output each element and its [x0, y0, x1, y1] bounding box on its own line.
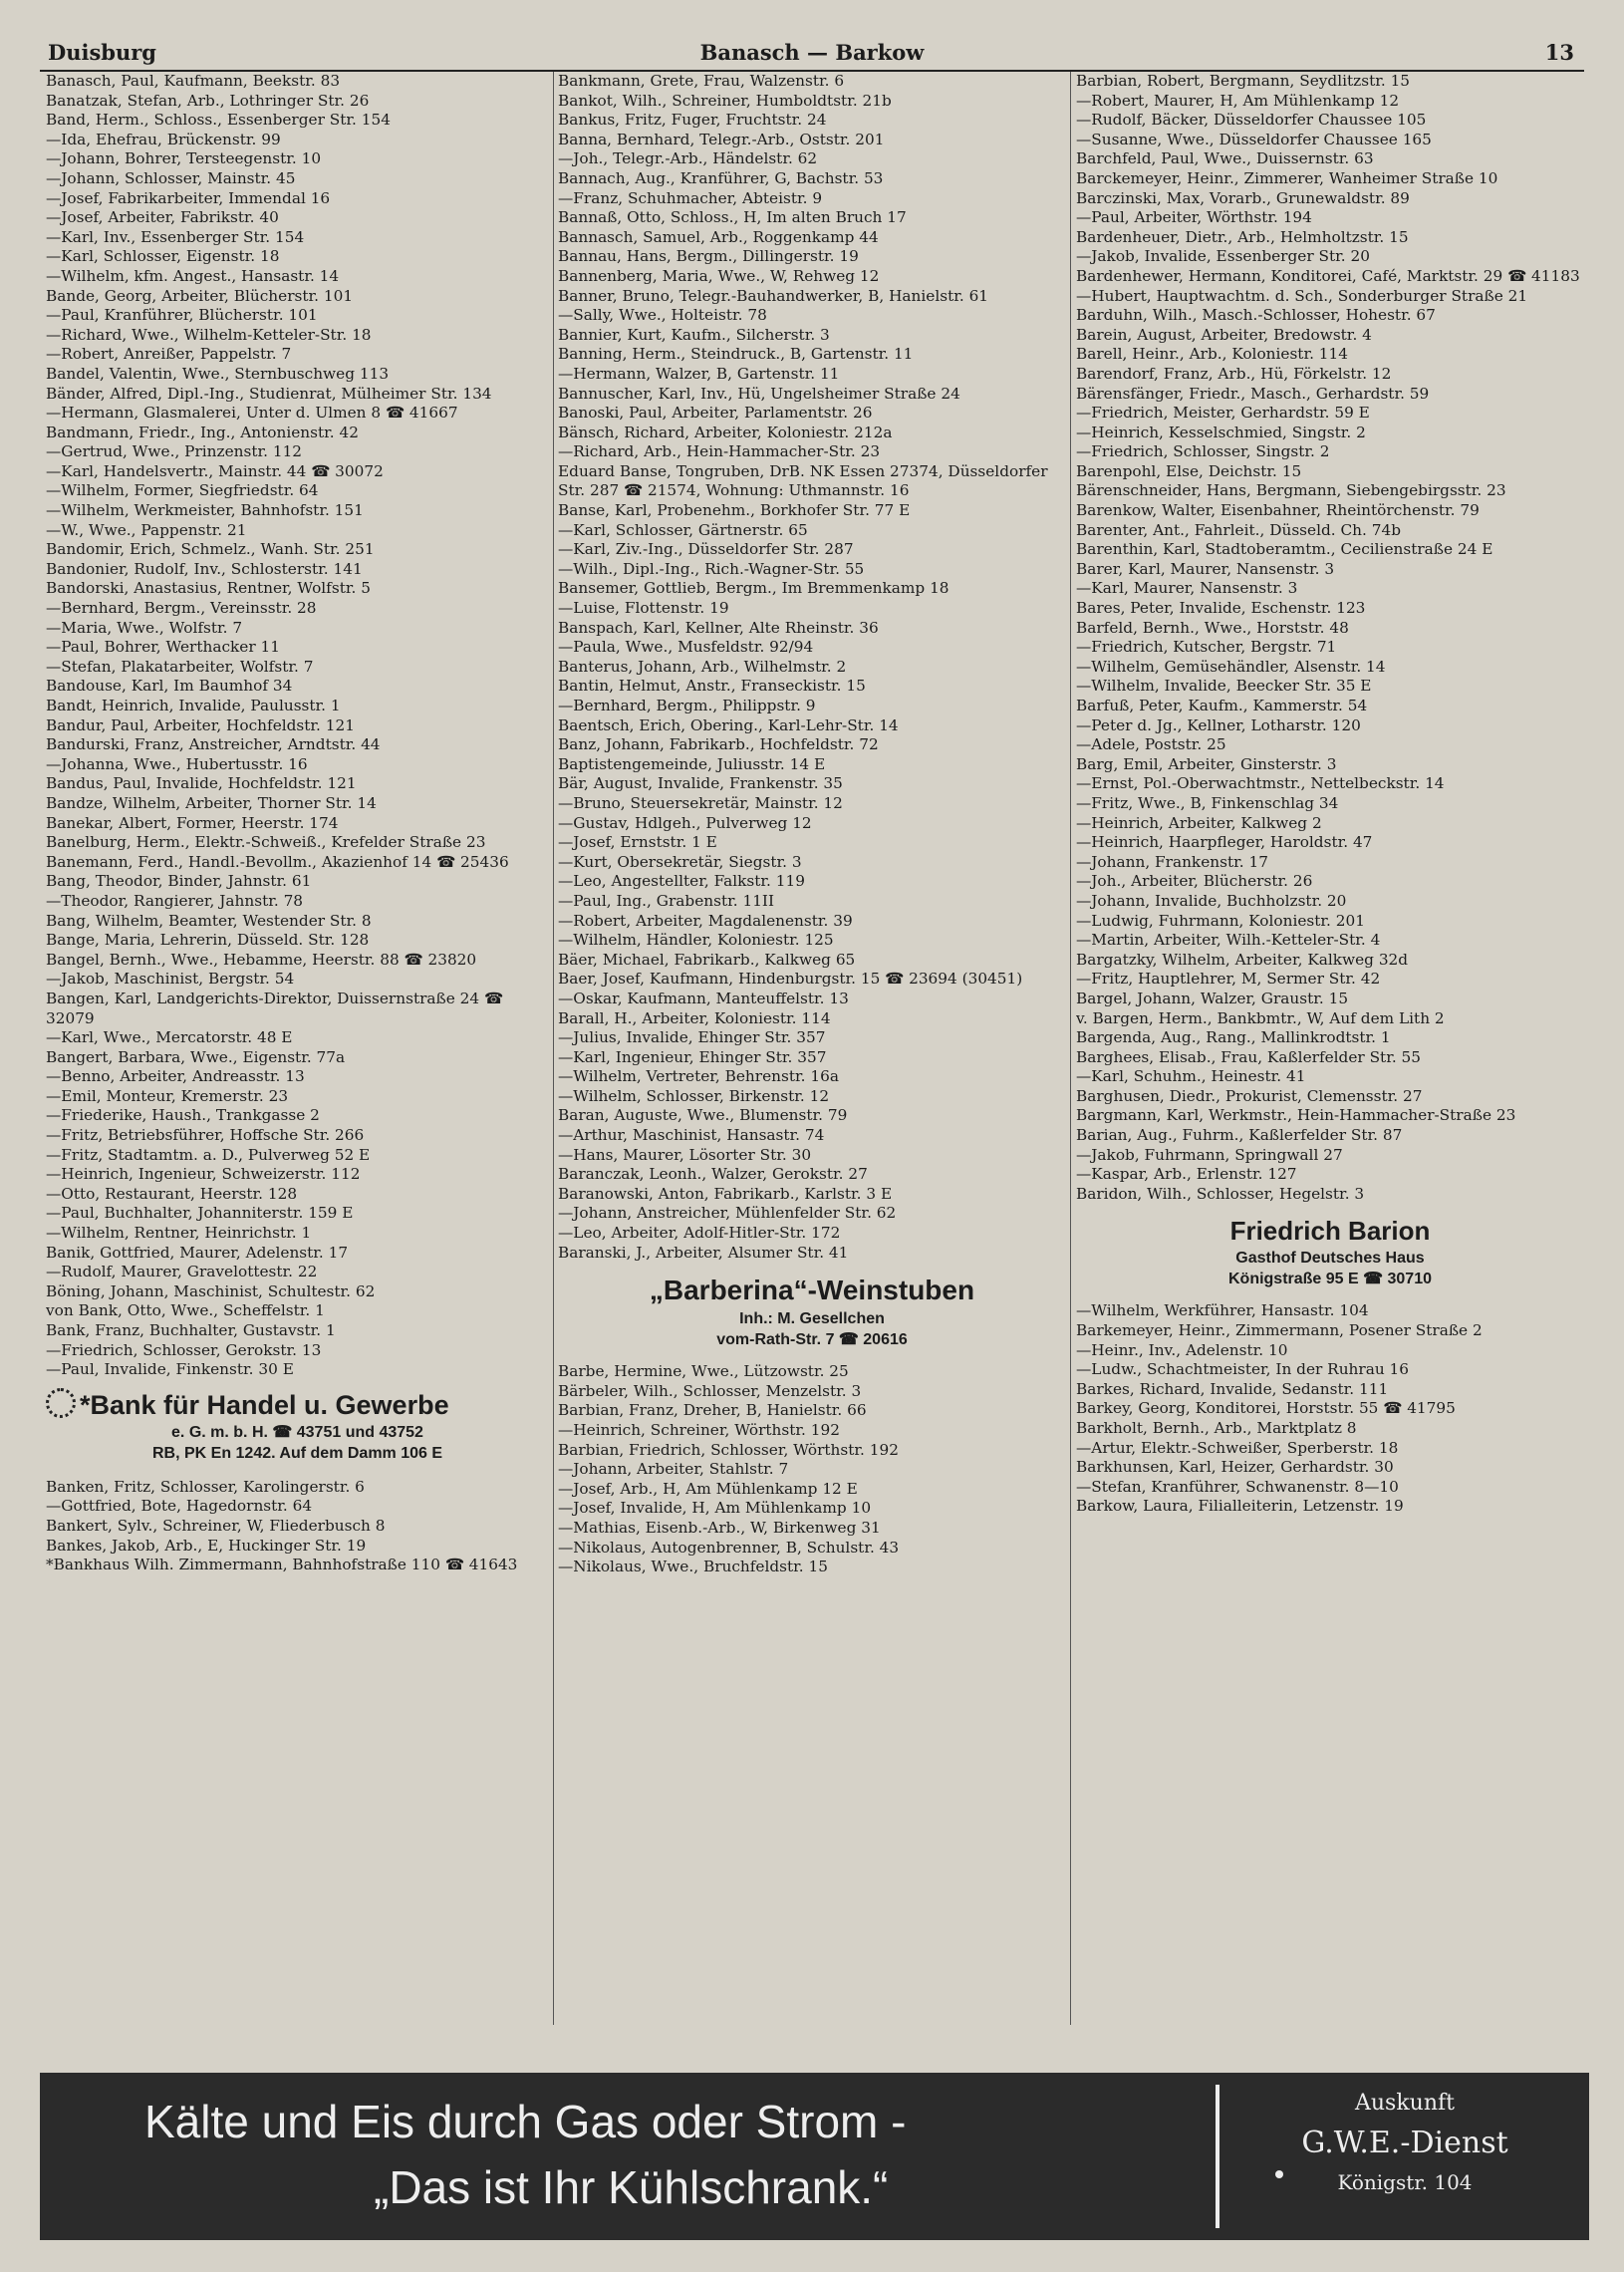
footer-info-box	[1225, 2083, 1584, 2230]
list-item: Bargatzky, Wilhelm, Arbeiter, Kalkweg 32d	[1076, 950, 1409, 969]
list-item: Barghees, Elisab., Frau, Kaßlerfelder Str. 55	[1076, 1047, 1422, 1066]
list-item: —Julius, Invalide, Ehinger Str. 357	[558, 1028, 826, 1047]
list-item: Barendorf, Franz, Arb., Hü, Förkelstr. 12	[1076, 364, 1392, 383]
column-3-entries	[1076, 72, 1584, 1204]
list-item: Bankus, Fritz, Fuger, Fruchtstr. 24	[558, 111, 827, 130]
list-item: —Bernhard, Bergm., Philippstr. 9	[558, 697, 816, 714]
list-item: Bannasch, Samuel, Arb., Roggenkamp 44	[558, 227, 879, 246]
list-item: Bandmann, Friedr., Ing., Antonienstr. 42	[46, 423, 359, 441]
list-item: Bargmann, Karl, Werkmstr., Hein-Hammacher-Straße 23	[1076, 1106, 1516, 1125]
list-item: Barfuß, Peter, Kaufm., Kammerstr. 54	[1076, 697, 1368, 714]
list-item: —Luise, Flottenstr. 19	[558, 599, 729, 618]
bank-ad-line3: RB, PK En 1242. Auf dem Damm 106 E	[151, 1444, 443, 1462]
list-item: —Wilhelm, Gemüsehändler, Alsenstr. 14	[1076, 657, 1386, 676]
list-item: —Jakob, Invalide, Essenberger Str. 20	[1076, 247, 1370, 266]
list-item: —Nikolaus, Wwe., Bruchfeldstr. 15	[558, 1558, 828, 1576]
list-item: —W., Wwe., Pappenstr. 21	[46, 520, 247, 539]
list-item: Barian, Aug., Fuhrm., Kaßlerfelder Str. 87	[1076, 1126, 1403, 1145]
list-item: Barkes, Richard, Invalide, Sedanstr. 111	[1076, 1379, 1389, 1398]
list-item: Baran, Auguste, Wwe., Blumenstr. 79	[558, 1106, 848, 1125]
list-item: —Hubert, Hauptwachtm. d. Sch., Sonderburger Straße 21	[1076, 286, 1528, 305]
bank-ad-title: *Bank für Handel u. Gewerbe	[80, 1389, 449, 1420]
list-item: Bäer, Michael, Fabrikarb., Kalkweg 65	[558, 950, 856, 969]
list-item: —Hans, Maurer, Lösorter Str. 30	[558, 1145, 812, 1164]
list-item: Bargel, Johann, Walzer, Graustr. 15	[1076, 989, 1349, 1007]
list-item: —Josef, Invalide, H, Am Mühlenkamp 10	[558, 1499, 872, 1518]
list-item: —Sally, Wwe., Holteistr. 78	[558, 306, 767, 325]
list-item: Bankert, Sylv., Schreiner, W, Fliederbusch 8	[46, 1516, 386, 1535]
list-item: Bande, Georg, Arbeiter, Blücherstr. 101	[46, 286, 354, 305]
list-item: Banna, Bernhard, Telegr.-Arb., Oststr. 201	[558, 130, 885, 148]
page-number: 13	[1544, 40, 1574, 65]
list-item: —Josef, Ernststr. 1 E	[558, 833, 717, 852]
list-item: —Karl, Ziv.-Ing., Düsseldorfer Str. 287	[558, 540, 854, 559]
list-item: —Karl, Maurer, Nansenstr. 3	[1076, 579, 1298, 598]
list-item: Bärbeler, Wilh., Schlosser, Menzelstr. 3	[558, 1381, 862, 1400]
list-item: Barczinski, Max, Vorarb., Grunewaldstr. 89	[1076, 188, 1410, 207]
list-item: —Wilhelm, Vertreter, Behrenstr. 16a	[558, 1067, 839, 1086]
list-item: Bandomir, Erich, Schmelz., Wanh. Str. 251	[46, 540, 375, 559]
list-item: —Heinrich, Ingenieur, Schweizerstr. 112	[46, 1165, 361, 1184]
list-item: Bärensfänger, Friedr., Masch., Gerhardstr. 59	[1076, 384, 1430, 403]
list-item: —Stefan, Plakatarbeiter, Wolfstr. 7	[46, 657, 314, 676]
list-item: Bardenheuer, Dietr., Arb., Helmholtzstr. 15	[1076, 227, 1409, 246]
footer-slogan-line1: Kälte und Eis durch Gas oder Strom -	[144, 2096, 907, 2147]
list-item: —Wilh., Dipl.-Ing., Rich.-Wagner-Str. 55	[558, 559, 865, 578]
list-item: Baentsch, Erich, Obering., Karl-Lehr-Str. 14	[558, 715, 899, 734]
list-item: —Kaspar, Arb., Erlenstr. 127	[1076, 1165, 1297, 1184]
barion-ad-title: Friedrich Barion	[1229, 1216, 1431, 1247]
list-item: Barbe, Hermine, Wwe., Lützowstr. 25	[558, 1362, 849, 1381]
list-item: Bandt, Heinrich, Invalide, Paulusstr. 1	[46, 697, 341, 714]
list-item: —Paul, Invalide, Finkenstr. 30 E	[46, 1360, 294, 1379]
list-item: Bandus, Paul, Invalide, Hochfeldstr. 121	[46, 774, 357, 793]
list-item: —Arthur, Maschinist, Hansastr. 74	[558, 1126, 825, 1145]
list-item: Barfeld, Bernh., Wwe., Horststr. 48	[1076, 618, 1349, 637]
list-item: Barbian, Friedrich, Schlosser, Wörthstr. 192	[558, 1440, 899, 1459]
list-item: Bannaß, Otto, Schloss., H, Im alten Bruch 17	[558, 208, 907, 227]
list-item: —Stefan, Kranführer, Schwanenstr. 8—10	[1076, 1477, 1399, 1496]
list-item: Bannenberg, Maria, Wwe., W, Rehweg 12	[558, 266, 880, 285]
list-item: —Karl, Handelsvertr., Mainstr. 44 ☎ 30072	[46, 461, 384, 480]
list-item: —Adele, Poststr. 25	[1076, 735, 1226, 754]
list-item: —Richard, Arb., Hein-Hammacher-Str. 23	[558, 442, 881, 461]
footer-advertisement	[40, 2073, 1589, 2240]
list-item: —Friedrich, Schlosser, Gerokstr. 13	[46, 1340, 322, 1359]
gear-icon	[46, 1388, 76, 1418]
list-item: Bär, August, Invalide, Frankenstr. 35	[558, 774, 843, 793]
footer-box-line2: G.W.E.-Dienst	[1301, 2126, 1508, 2160]
list-item: —Karl, Schuhm., Heinestr. 41	[1076, 1067, 1306, 1086]
list-item: —Johanna, Wwe., Hubertusstr. 16	[46, 754, 308, 773]
column-3	[1076, 72, 1584, 2025]
footer-divider	[1216, 2085, 1219, 2228]
list-item: Barall, H., Arbeiter, Koloniestr. 114	[558, 1008, 831, 1027]
list-item: Barkow, Laura, Filialleiterin, Letzenstr. 19	[1076, 1497, 1404, 1516]
list-item: —Paul, Bohrer, Werthacker 11	[46, 638, 281, 657]
list-item: Bandze, Wilhelm, Arbeiter, Thorner Str. 14	[46, 793, 377, 812]
list-item: —Jakob, Fuhrmann, Springwall 27	[1076, 1145, 1343, 1164]
list-item: Barell, Heinr., Arb., Koloniestr. 114	[1076, 345, 1349, 364]
list-item: von Bank, Otto, Wwe., Scheffelstr. 1	[46, 1301, 325, 1320]
list-item: —Gertrud, Wwe., Prinzenstr. 112	[46, 442, 303, 461]
list-item: —Karl, Inv., Essenberger Str. 154	[46, 227, 305, 246]
list-item: Barchfeld, Paul, Wwe., Duissernstr. 63	[1076, 149, 1374, 168]
list-item: —Ernst, Pol.-Oberwachtmstr., Nettelbeckstr. 14	[1076, 774, 1445, 793]
list-item: —Heinr., Inv., Adelenstr. 10	[1076, 1340, 1288, 1359]
list-item: —Richard, Wwe., Wilhelm-Ketteler-Str. 18	[46, 325, 372, 344]
list-item: Bange, Maria, Lehrerin, Düsseld. Str. 128	[46, 931, 370, 950]
list-item: —Friedrich, Schlosser, Singstr. 2	[1076, 442, 1330, 461]
list-item: Banekar, Albert, Former, Heerstr. 174	[46, 813, 339, 832]
list-item: —Leo, Angestellter, Falkstr. 119	[558, 872, 805, 891]
list-item: Banasch, Paul, Kaufmann, Beekstr. 83	[46, 72, 341, 90]
list-item: Barer, Karl, Maurer, Nansenstr. 3	[1076, 559, 1335, 578]
list-item: —Wilhelm, kfm. Angest., Hansastr. 14	[46, 266, 340, 285]
list-item: Band, Herm., Schloss., Essenberger Str. 154	[46, 111, 391, 130]
list-item: Bänder, Alfred, Dipl.-Ing., Studienrat, Mülheimer Str. 134	[46, 384, 492, 403]
list-item: —Peter d. Jg., Kellner, Lotharstr. 120	[1076, 715, 1361, 734]
list-item: —Paul, Ing., Grabenstr. 11II	[558, 891, 775, 910]
list-item: Bangen, Karl, Landgerichts-Direktor, Duissernstraße 24 ☎ 32079	[46, 989, 504, 1027]
list-item: Baer, Josef, Kaufmann, Hindenburgstr. 15 ☎ 23694 (30451)	[558, 970, 1023, 989]
list-item: Bannuscher, Karl, Inv., Hü, Ungelsheimer Straße 24	[558, 384, 960, 403]
list-item: —Karl, Schlosser, Gärtnerstr. 65	[558, 520, 808, 539]
list-item: *Bankhaus Wilh. Zimmermann, Bahnhofstraße 110 ☎ 41643	[46, 1556, 518, 1574]
list-item: —Wilhelm, Werkführer, Hansastr. 104	[1076, 1301, 1369, 1320]
column-2-entries	[558, 72, 1066, 1263]
list-item: Barduhn, Wilh., Masch.-Schlosser, Hohestr. 67	[1076, 306, 1436, 325]
list-item: —Emil, Monteur, Kremerstr. 23	[46, 1086, 289, 1105]
barberina-ad-title: „Barberina“-Weinstuben	[649, 1275, 975, 1306]
list-item: Banoski, Paul, Arbeiter, Parlamentstr. 26	[558, 404, 873, 423]
list-item: —Johann, Arbeiter, Stahlstr. 7	[558, 1460, 789, 1479]
list-item: —Theodor, Rangierer, Jahnstr. 78	[46, 891, 304, 910]
list-item: Bandur, Paul, Arbeiter, Hochfeldstr. 121	[46, 715, 355, 734]
column-1	[46, 72, 549, 2025]
list-item: Barg, Emil, Arbeiter, Ginsterstr. 3	[1076, 754, 1337, 773]
list-item: —Wilhelm, Werkmeister, Bahnhofstr. 151	[46, 501, 364, 520]
list-item: Bangert, Barbara, Wwe., Eigenstr. 77a	[46, 1047, 346, 1066]
list-item: Bangel, Bernh., Wwe., Hebamme, Heerstr. 88 ☎ 23820	[46, 950, 477, 969]
list-item: Bandonier, Rudolf, Inv., Schlosterstr. 141	[46, 559, 363, 578]
list-item: Barenter, Ant., Fahrleit., Düsseld. Ch. 74b	[1076, 520, 1402, 539]
list-item: —Johann, Frankenstr. 17	[1076, 852, 1268, 871]
list-item: —Johann, Bohrer, Tersteegenstr. 10	[46, 149, 322, 168]
list-item: —Karl, Wwe., Mercatorstr. 48 E	[46, 1028, 293, 1047]
list-item: Bannier, Kurt, Kaufm., Silcherstr. 3	[558, 325, 830, 344]
list-item: Bankes, Jakob, Arb., E, Huckinger Str. 19	[46, 1536, 367, 1555]
list-item: —Wilhelm, Invalide, Beecker Str. 35 E	[1076, 677, 1372, 696]
list-item: Bärenschneider, Hans, Bergmann, Siebengebirgsstr. 23	[1076, 481, 1506, 500]
list-item: —Fritz, Stadtamtm. a. D., Pulverweg 52 E	[46, 1145, 371, 1164]
footer-box-line1: Auskunft	[1355, 2091, 1455, 2116]
list-item: Bandouse, Karl, Im Baumhof 34	[46, 677, 293, 696]
bank-ad-line2: e. G. m. b. H. ☎ 43751 und 43752	[171, 1423, 423, 1441]
column-1-entries-after-ad	[46, 1478, 549, 1575]
list-item: —Benno, Arbeiter, Andreasstr. 13	[46, 1067, 305, 1086]
list-item: Barbian, Franz, Dreher, B, Hanielstr. 66	[558, 1401, 867, 1420]
list-item: Barenkow, Walter, Eisenbahner, Rheintörchenstr. 79	[1076, 501, 1480, 520]
list-item: —Paul, Arbeiter, Wörthstr. 194	[1076, 208, 1312, 227]
list-item: —Heinrich, Haarpfleger, Haroldstr. 47	[1076, 833, 1373, 852]
list-item: —Martin, Arbeiter, Wilh.-Ketteler-Str. 4	[1076, 931, 1381, 950]
footer-slogan-line2: „Das ist Ihr Kühlschrank.“	[374, 2161, 889, 2213]
barion-ad-line2: Gasthof Deutsches Haus	[1235, 1250, 1425, 1268]
list-item: —Johann, Schlosser, Mainstr. 45	[46, 168, 296, 187]
column-divider	[1070, 72, 1071, 2025]
list-item: Baranowski, Anton, Fabrikarb., Karlstr. 3 E	[558, 1184, 893, 1203]
column-1-entries	[46, 72, 549, 1380]
list-item: —Johann, Anstreicher, Mühlenfelder Str. 62	[558, 1204, 897, 1223]
list-item: Baptistengemeinde, Juliusstr. 14 E	[558, 754, 826, 773]
barberina-ad-line3: vom-Rath-Str. 7 ☎ 20616	[716, 1331, 908, 1349]
list-item: Bankmann, Grete, Frau, Walzenstr. 6	[558, 72, 845, 90]
list-item: —Ludwig, Fuhrmann, Koloniestr. 201	[1076, 911, 1365, 930]
footer-box-line3: Königstr. 104	[1337, 2170, 1473, 2194]
list-item: Bang, Wilhelm, Beamter, Westender Str. 8	[46, 911, 372, 930]
list-item: Bandel, Valentin, Wwe., Sternbuschweg 113	[46, 364, 390, 383]
list-item: —Heinrich, Arbeiter, Kalkweg 2	[1076, 813, 1322, 832]
list-item: —Friedrich, Meister, Gerhardstr. 59 E	[1076, 404, 1370, 423]
list-item: Barbian, Robert, Bergmann, Seydlitzstr. 15	[1076, 72, 1411, 90]
list-item: Baranski, J., Arbeiter, Alsumer Str. 41	[558, 1243, 849, 1262]
list-item: Bansemer, Gottlieb, Bergm., Im Bremmenkamp 18	[558, 579, 949, 598]
list-item: Banner, Bruno, Telegr.-Bauhandwerker, B, Hanielstr. 61	[558, 286, 989, 305]
list-item: —Hermann, Walzer, B, Gartenstr. 11	[558, 364, 840, 383]
list-item: —Wilhelm, Rentner, Heinrichstr. 1	[46, 1224, 312, 1243]
list-item: —Heinrich, Schreiner, Wörthstr. 192	[558, 1421, 840, 1439]
list-item: Barkey, Georg, Konditorei, Horststr. 55 ☎ 41795	[1076, 1399, 1456, 1418]
list-item: —Fritz, Betriebsführer, Hoffsche Str. 266	[46, 1126, 365, 1145]
list-item: v. Bargen, Herm., Bankbmtr., W, Auf dem Lith 2	[1076, 1008, 1445, 1027]
list-item: Bares, Peter, Invalide, Eschenstr. 123	[1076, 599, 1366, 618]
list-item: Bankot, Wilh., Schreiner, Humboldtstr. 21b	[558, 91, 892, 110]
list-item: —Wilhelm, Schlosser, Birkenstr. 12	[558, 1086, 830, 1105]
list-item: Eduard Banse, Tongruben, DrB. NK Essen 27374, Düsseldorfer Str. 287 ☎ 21574, Wohnung: Uthmannstr. 16	[558, 461, 1048, 500]
list-item: Bantin, Helmut, Anstr., Franseckistr. 15	[558, 677, 866, 696]
list-item: Barein, August, Arbeiter, Bredowstr. 4	[1076, 325, 1372, 344]
list-item: —Joh., Telegr.-Arb., Händelstr. 62	[558, 149, 818, 168]
list-item: —Otto, Restaurant, Heerstr. 128	[46, 1184, 298, 1203]
barberina-advertisement	[558, 1273, 1066, 1350]
list-item: —Friederike, Haush., Trankgasse 2	[46, 1106, 320, 1125]
column-divider	[553, 72, 554, 2025]
list-item: Barenpohl, Else, Deichstr. 15	[1076, 461, 1302, 480]
list-item: —Rudolf, Bäcker, Düsseldorfer Chaussee 105	[1076, 111, 1427, 130]
list-item: —Paul, Buchhalter, Johanniterstr. 159 E	[46, 1204, 354, 1223]
list-item: —Gustav, Hdlgeh., Pulverweg 12	[558, 813, 812, 832]
list-item: Bandorski, Anastasius, Rentner, Wolfstr. 5	[46, 579, 371, 598]
list-item: —Mathias, Eisenb.-Arb., W, Birkenweg 31	[558, 1518, 881, 1537]
list-item: Bang, Theodor, Binder, Jahnstr. 61	[46, 872, 312, 891]
list-item: —Gottfried, Bote, Hagedornstr. 64	[46, 1497, 313, 1516]
list-item: Banatzak, Stefan, Arb., Lothringer Str. 26	[46, 91, 370, 110]
column-3-entries-after-ad	[1076, 1301, 1584, 1517]
list-item: —Jakob, Maschinist, Bergstr. 54	[46, 970, 295, 989]
list-item: —Karl, Schlosser, Eigenstr. 18	[46, 247, 280, 266]
barion-ad-line3: Königstraße 95 E ☎ 30710	[1227, 1271, 1432, 1288]
list-item: —Fritz, Wwe., B, Finkenschlag 34	[1076, 793, 1339, 812]
list-item: Bardenhewer, Hermann, Konditorei, Café, Marktstr. 29 ☎ 41183	[1076, 266, 1580, 285]
list-item: —Friedrich, Kutscher, Bergstr. 71	[1076, 638, 1337, 657]
list-item: —Wilhelm, Former, Siegfriedstr. 64	[46, 481, 319, 500]
list-item: —Artur, Elektr.-Schweißer, Sperberstr. 18	[1076, 1438, 1399, 1457]
list-item: Banning, Herm., Steindruck., B, Gartenstr. 11	[558, 345, 914, 364]
list-item: —Bernhard, Bergm., Vereinsstr. 28	[46, 599, 317, 618]
list-item: —Paul, Kranführer, Blücherstr. 101	[46, 306, 318, 325]
header-city: Duisburg	[48, 40, 156, 65]
list-item: —Nikolaus, Autogenbrenner, B, Schulstr. 43	[558, 1538, 900, 1557]
list-item: Barkhunsen, Karl, Heizer, Gerhardstr. 30	[1076, 1458, 1394, 1477]
list-item: Banterus, Johann, Arb., Wilhelmstr. 2	[558, 657, 847, 676]
list-item: —Wilhelm, Händler, Koloniestr. 125	[558, 931, 834, 950]
list-item: —Heinrich, Kesselschmied, Singstr. 2	[1076, 423, 1366, 441]
list-item: —Ludw., Schachtmeister, In der Ruhrau 16	[1076, 1360, 1410, 1379]
list-item: Bargenda, Aug., Rang., Mallinkrodtstr. 1	[1076, 1028, 1391, 1047]
barion-advertisement	[1076, 1214, 1584, 1289]
list-item: —Joh., Arbeiter, Blücherstr. 26	[1076, 872, 1313, 891]
list-item: Banelburg, Herm., Elektr.-Schweiß., Krefelder Straße 23	[46, 833, 486, 852]
list-item: Banspach, Karl, Kellner, Alte Rheinstr. 36	[558, 618, 879, 637]
list-item: —Johann, Invalide, Buchholzstr. 20	[1076, 891, 1347, 910]
list-item: —Rudolf, Maurer, Gravelottestr. 22	[46, 1263, 318, 1281]
list-item: Barkemeyer, Heinr., Zimmermann, Posener Straße 2	[1076, 1321, 1483, 1340]
list-item: Bandurski, Franz, Anstreicher, Arndtstr. 44	[46, 735, 381, 754]
bank-advertisement	[46, 1388, 549, 1464]
list-item: Bank, Franz, Buchhalter, Gustavstr. 1	[46, 1321, 336, 1339]
list-item: Banemann, Ferd., Handl.-Bevollm., Akazienhof 14 ☎ 25436	[46, 852, 509, 871]
list-item: Barkholt, Bernh., Arb., Marktplatz 8	[1076, 1419, 1357, 1437]
list-item: Barghusen, Diedr., Prokurist, Clemensstr. 27	[1076, 1086, 1423, 1105]
list-item: —Josef, Fabrikarbeiter, Immendal 16	[46, 188, 331, 207]
list-item: —Josef, Arbeiter, Fabrikstr. 40	[46, 208, 279, 227]
list-item: —Karl, Ingenieur, Ehinger Str. 357	[558, 1047, 827, 1066]
list-item: —Robert, Maurer, H, Am Mühlenkamp 12	[1076, 91, 1400, 110]
list-item: —Kurt, Obersekretär, Siegstr. 3	[558, 852, 802, 871]
list-item: —Fritz, Hauptlehrer, M, Sermer Str. 42	[1076, 970, 1381, 989]
list-item: Bänsch, Richard, Arbeiter, Koloniestr. 212a	[558, 423, 893, 441]
list-item: Barckemeyer, Heinr., Zimmerer, Wanheimer Straße 10	[1076, 168, 1498, 187]
list-item: Bannach, Aug., Kranführer, G, Bachstr. 53	[558, 168, 884, 187]
list-item: —Leo, Arbeiter, Adolf-Hitler-Str. 172	[558, 1224, 841, 1243]
list-item: —Paula, Wwe., Musfeldstr. 92/94	[558, 638, 814, 657]
header-range: Banasch — Barkow	[699, 40, 925, 65]
list-item: Baranczak, Leonh., Walzer, Gerokstr. 27	[558, 1165, 868, 1184]
list-item: Banken, Fritz, Schlosser, Karolingerstr. 6	[46, 1477, 365, 1496]
column-2-entries-after-ad	[558, 1362, 1066, 1577]
list-item: —Susanne, Wwe., Düsseldorfer Chaussee 165	[1076, 130, 1432, 148]
list-item: —Oskar, Kaufmann, Manteuffelstr. 13	[558, 989, 849, 1007]
list-item: —Hermann, Glasmalerei, Unter d. Ulmen 8 ☎ 41667	[46, 404, 458, 423]
column-2	[558, 72, 1066, 2025]
barberina-ad-line2: Inh.: M. Gesellchen	[739, 1310, 885, 1328]
list-item: Böning, Johann, Maschinist, Schultestr. 62	[46, 1281, 376, 1300]
list-item: Baridon, Wilh., Schlosser, Hegelstr. 3	[1076, 1184, 1365, 1203]
list-item: Bannau, Hans, Bergm., Dillingerstr. 19	[558, 247, 859, 266]
list-item: Banse, Karl, Probenehm., Borkhofer Str. 77 E	[558, 501, 911, 520]
list-item: Barenthin, Karl, Stadtoberamtm., Cecilienstraße 24 E	[1076, 540, 1493, 559]
list-item: —Josef, Arb., H, Am Mühlenkamp 12 E	[558, 1479, 858, 1498]
list-item: —Franz, Schuhmacher, Abteistr. 9	[558, 188, 823, 207]
list-item: —Robert, Arbeiter, Magdalenenstr. 39	[558, 911, 853, 930]
page-header	[40, 40, 1584, 72]
list-item: Banz, Johann, Fabrikarb., Hochfeldstr. 72	[558, 735, 879, 754]
list-item: —Maria, Wwe., Wolfstr. 7	[46, 618, 243, 637]
list-item: Banik, Gottfried, Maurer, Adelenstr. 17	[46, 1243, 349, 1262]
list-item: —Robert, Anreißer, Pappelstr. 7	[46, 345, 292, 364]
list-item: —Ida, Ehefrau, Brückenstr. 99	[46, 130, 281, 148]
list-item: —Bruno, Steuersekretär, Mainstr. 12	[558, 793, 843, 812]
